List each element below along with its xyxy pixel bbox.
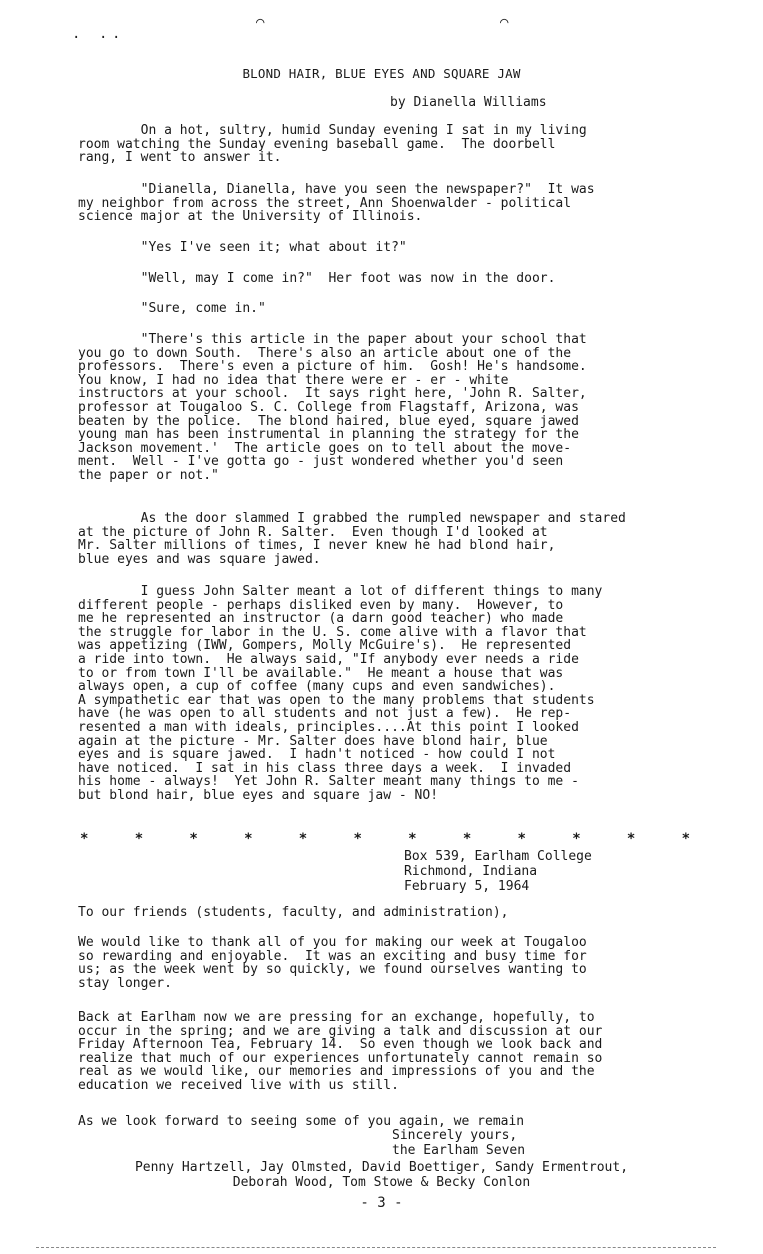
letter-paragraph: As we look forward to seeing some of you again, we remain (78, 1114, 525, 1129)
address-date: February 5, 1964 (404, 879, 530, 894)
story-paragraph: As the door slammed I grabbed the rumpled newspaper and stared at the picture of John R. Salter. Even though I'd looked at Mr. Salter millions of times, I never knew he had blond hair, blue eyes and was square jawed. (78, 511, 626, 567)
divider-star: * (80, 831, 89, 847)
letter-paragraph: Back at Earlham now we are pressing for an exchange, hopefully, to occur in the spring; and we are giving a talk and discussion at our Friday Afternoon Tea, February 14. So even though we look back and realize that much of our experiences unfortunately cannot remain so real as we would like, our memories and impressions of you and the education we received live with us still. (78, 1010, 603, 1093)
divider-star: * (408, 831, 417, 847)
scan-mark: · (99, 30, 108, 46)
divider-star: * (134, 831, 144, 847)
scan-mark: · (112, 30, 121, 46)
address-line: Richmond, Indiana (404, 864, 538, 879)
divider-star: * (244, 831, 253, 847)
story-paragraph: "Dianella, Dianella, have you seen the newspaper?" It was my neighbor from across the street, Ann Shoenwalder - political science major at the University of Illinois. (78, 182, 595, 225)
article-byline: by Dianella Williams (390, 95, 547, 110)
letter-closing: Sincerely yours, the Earlham Seven (392, 1128, 526, 1158)
section-divider (80, 831, 690, 847)
story-paragraph: "There's this article in the paper about your school that you go to down South. There's also an article about one of the professors. There's even a picture of him. Gosh! He's handsome. You know, I had no idea that there were er - er - white instructors at your school. It says right here, 'John R. Salter, professor at Tougaloo S. C. College from Flagstaff, Arizona, was beaten by the police. The blond haired, blue eyed, square jawed young man has been instrumental in planning the strategy for the Jackson movement.' The article goes on to tell about the move- ment. Well - I've gotta go - just wondered whether you'd seen the paper or not." (78, 332, 587, 483)
letter-address (404, 849, 592, 894)
page-number: - 3 - (360, 1195, 403, 1211)
story-paragraph: "Yes I've seen it; what about it?" (78, 240, 407, 255)
story-paragraph: I guess John Salter meant a lot of different things to many different people - perhaps disliked even by many. However, to me he represented an instructor (a darn good teacher) who made the struggle for labor in the U. S. come alive with a flavor that was appetizing (IWW, Gompers, Molly McGuire's). He represented a ride into town. He always said, "If anybody ever needs a ride to or from town I'll be available." He meant a house that was always open, a cup of coffee (many cups and even sandwiches). A sympathetic ear that was open to the many problems that students have (he was open to all students and not just a few). He rep- resented a man with ideals, principles....At this point I looked again at the picture - Mr. Salter does have blond hair, blue eyes and is square jawed. I hadn't noticed - how could I not have noticed. I sat in his class three days a week. I invaded his home - always! Yet John R. Salter meant many things to me - but blond hair, blue eyes and square jaw - NO! (78, 584, 603, 803)
article-title: BLOND HAIR, BLUE EYES AND SQUARE JAW (242, 66, 521, 81)
address-line: Box 539, Earlham College (404, 849, 592, 864)
page-edge-rule (36, 1247, 716, 1248)
scan-mark: · (72, 30, 81, 46)
divider-star: * (572, 831, 581, 847)
story-paragraph: On a hot, sultry, humid Sunday evening I sat in my living room watching the Sunday evening baseball game. The doorbell rang, I went to answer it. (78, 123, 587, 166)
letter-paragraph: We would like to thank all of you for making our week at Tougaloo so rewarding and enjoyable. It was an exciting and busy time for us; as the week went by so quickly, we found ourselves wanting to stay longer. (78, 935, 587, 991)
letter-salutation: To our friends (students, faculty, and administration), (78, 905, 509, 920)
signatory-line: Deborah Wood, Tom Stowe & Becky Conlon (232, 1175, 531, 1190)
divider-star: * (298, 831, 308, 847)
scan-mark: ⌒ (500, 14, 509, 30)
signatory-line: Penny Hartzell, Jay Olmsted, David Boettiger, Sandy Ermentrout, (134, 1160, 629, 1175)
story-paragraph: "Well, may I come in?" Her foot was now in the door. (78, 271, 556, 286)
scan-mark: ⌒ (256, 14, 265, 30)
divider-star: * (681, 831, 690, 847)
divider-star: * (189, 831, 198, 847)
divider-star: * (517, 831, 526, 847)
divider-star: * (462, 831, 472, 847)
story-paragraph: "Sure, come in." (78, 301, 266, 316)
divider-star: * (626, 831, 636, 847)
signatories (0, 1160, 763, 1190)
divider-star: * (353, 831, 362, 847)
